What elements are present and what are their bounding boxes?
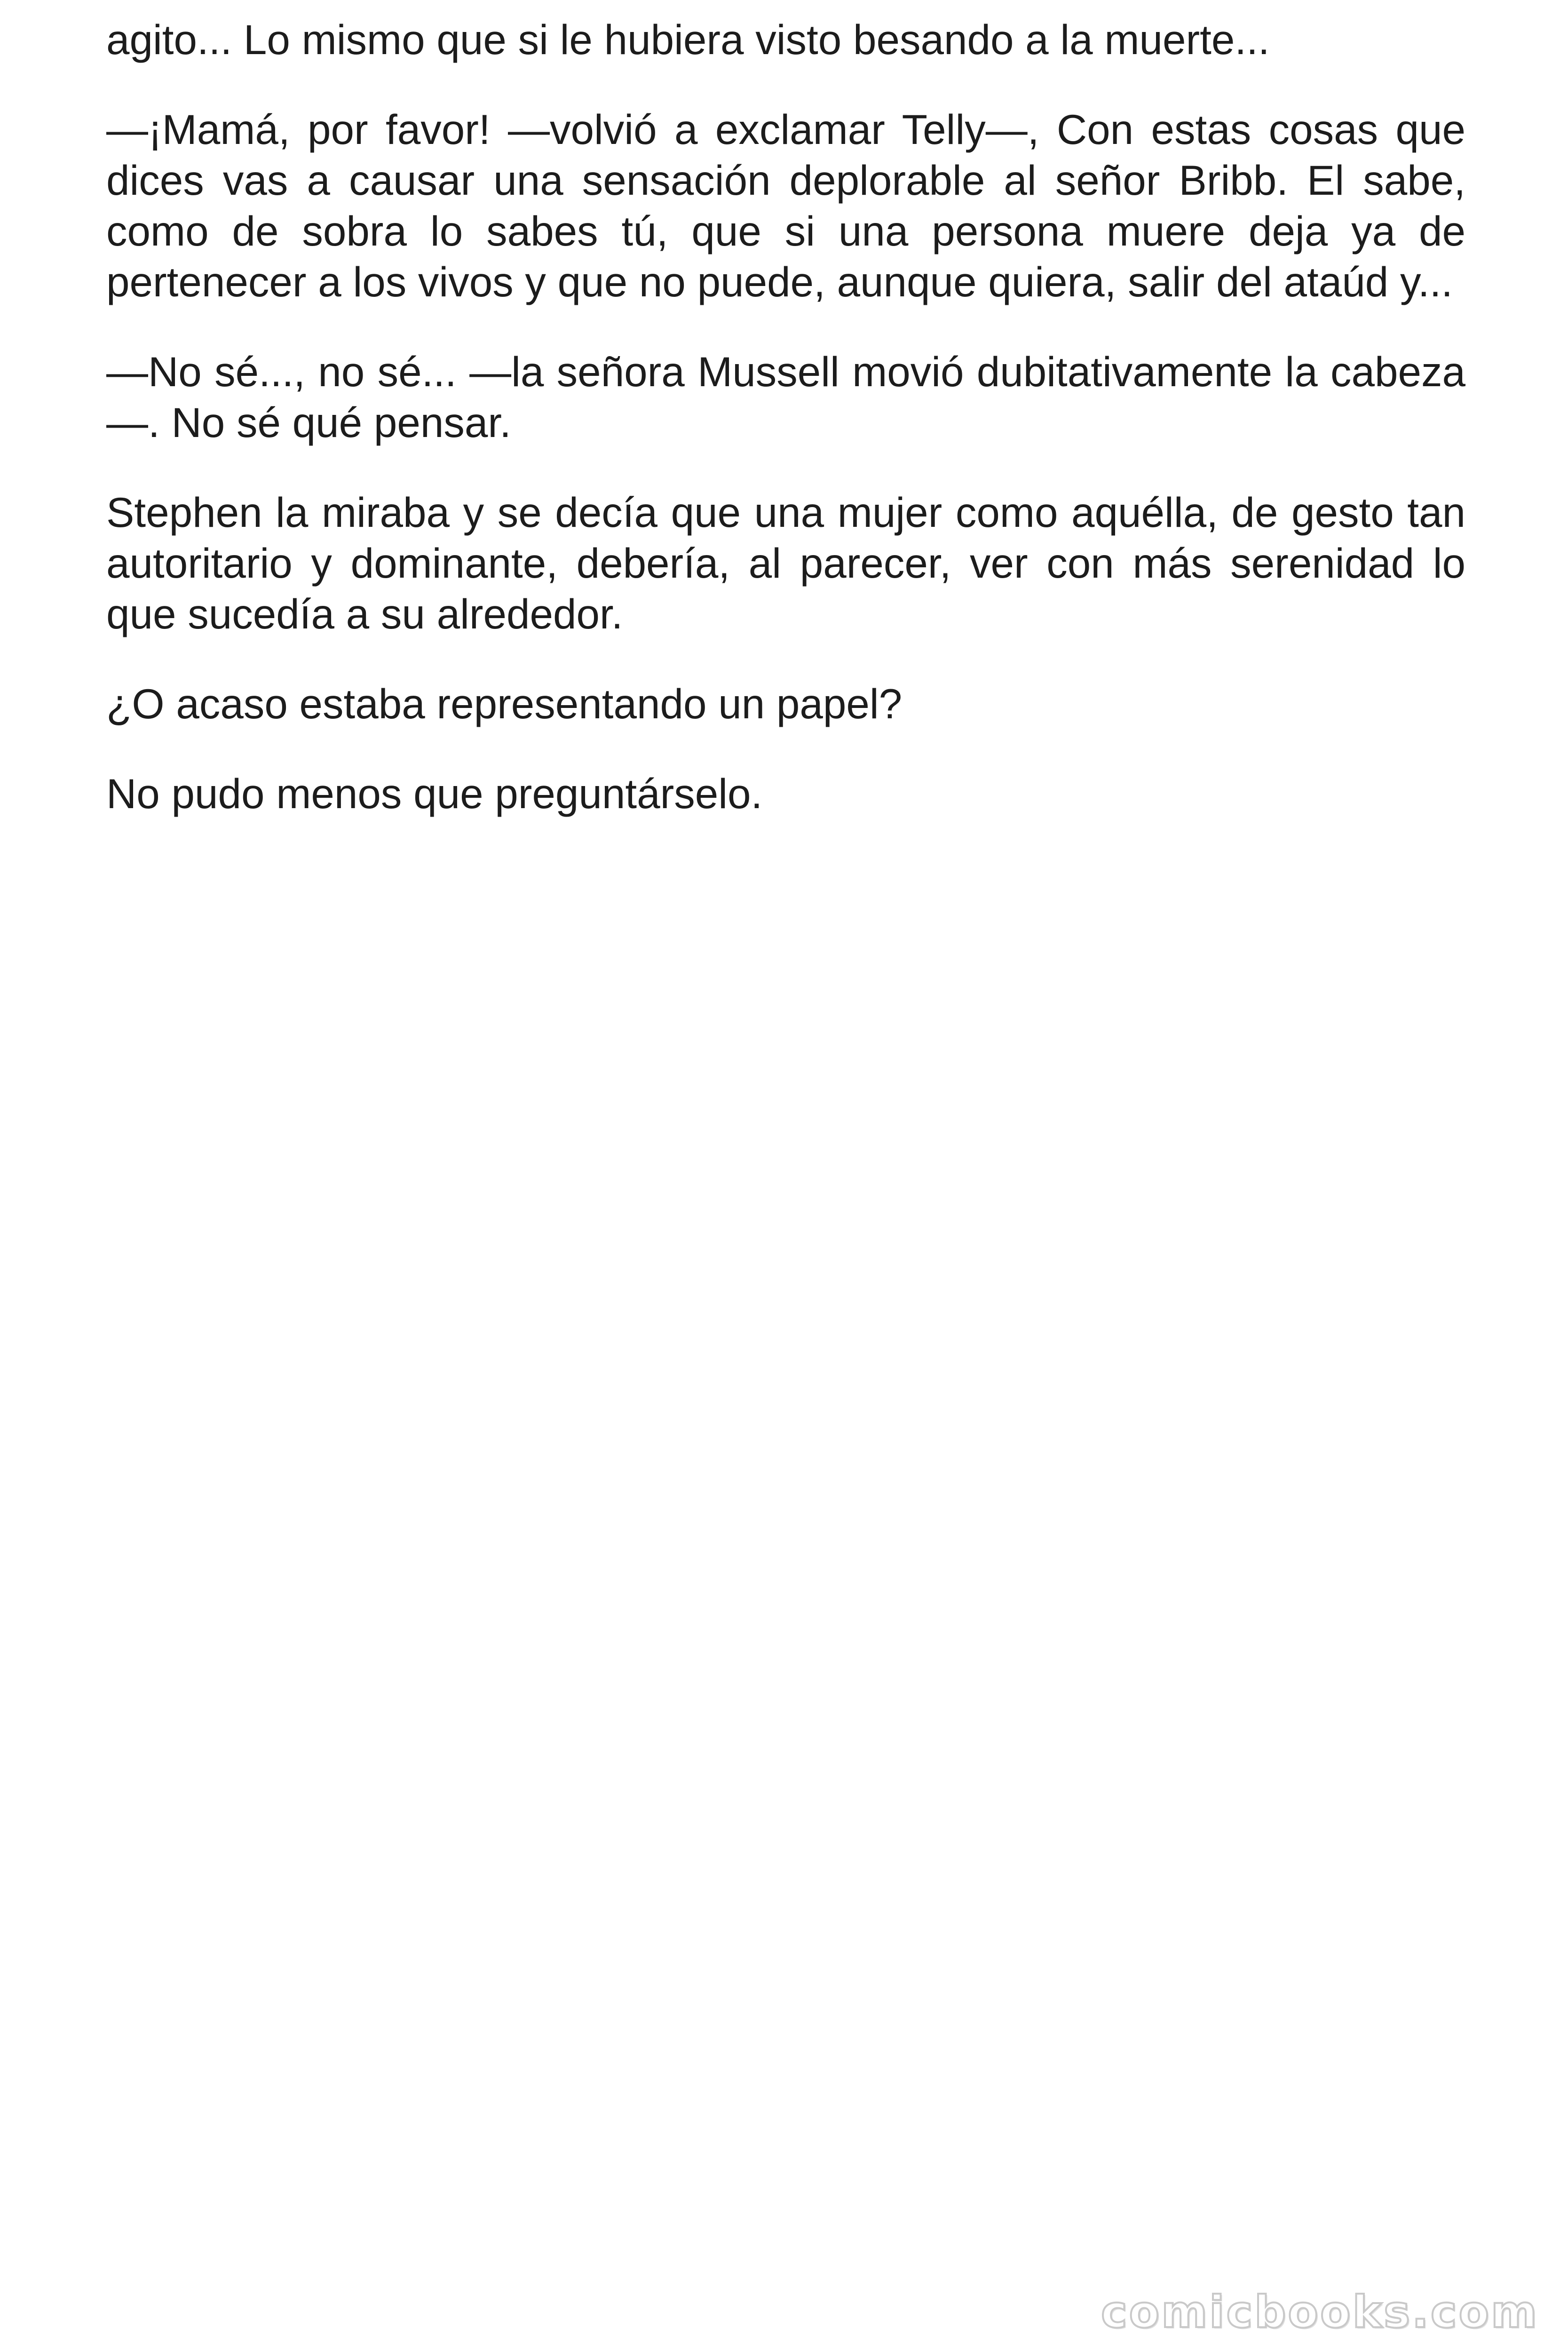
paragraph-4: Stephen la miraba y se decía que una mujer como aquélla, de gesto tan autoritario y dominante, debería, al parecer, ver con más serenidad lo que sucedía a su alrededor.: [106, 489, 1465, 637]
paragraph-3: —No sé..., no sé... —la señora Mussell movió dubitativamente la cabeza—. No sé qué pensar.: [106, 348, 1465, 446]
paragraph-6: No pudo menos que preguntárselo.: [106, 770, 763, 817]
paragraph-5: ¿O acaso estaba representando un papel?: [106, 680, 903, 727]
paragraph-2: —¡Mamá, por favor! —volvió a exclamar Telly—, Con estas cosas que dices vas a causar una sensación deplorable al señor Bribb. El sabe, como de sobra lo sabes tú, que si una persona muere deja ya de pertenecer a los vivos y que no puede, aunque quiera, salir del ataúd y...: [106, 106, 1465, 305]
body-text: [106, 14, 1465, 858]
paragraph-1: agito... Lo mismo que si le hubiera visto besando a la muerte...: [106, 16, 1270, 63]
watermark-logo: comicbooks.com: [1101, 2287, 1539, 2338]
